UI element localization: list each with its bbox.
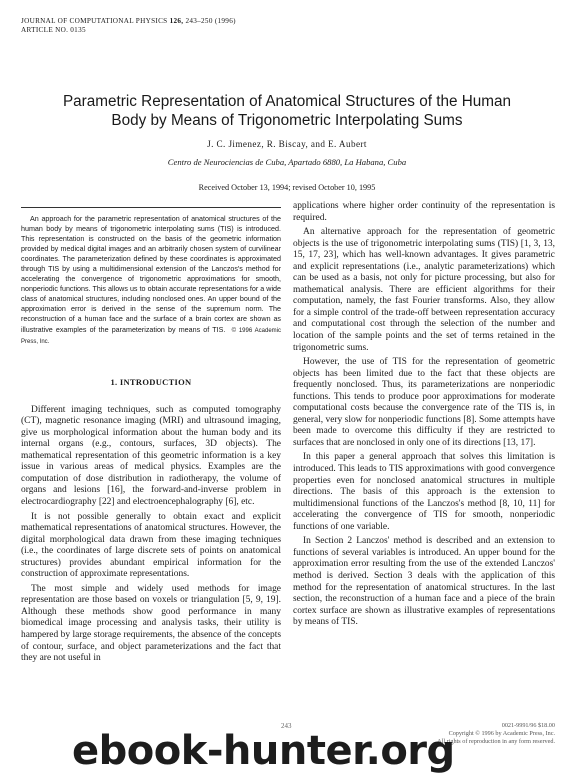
- affiliation: Centro de Neurociencias de Cuba, Apartado 6880, La Habana, Cuba: [167, 157, 407, 167]
- page-number: 243: [281, 722, 292, 730]
- title-line-1: Parametric Representation of Anatomical Structures of the Human: [62, 93, 512, 110]
- abstract: [21, 214, 281, 347]
- footer-price: 0021-9991/96 $18.00: [501, 722, 555, 729]
- title-line-2: Body by Means of Trigonometric Interpolating Sums: [111, 112, 463, 129]
- received-dates: Received October 13, 1994; revised October 10, 1995: [198, 183, 376, 192]
- watermark-text: ebook-hunter.org: [72, 728, 455, 774]
- footer-rights: All rights of reproduction in any form reserved.: [437, 738, 555, 745]
- left-paragraph-2: It is not possible generally to obtain exact and explicit mathematical representations of anatomical structures. However, the digital morphological data drawn from these imaging techniques (i.e., the coordinates of large discrete sets of points on anatomical structures) provides abundant empirical information for the construction of approximate representations.: [21, 511, 281, 580]
- section-heading-introduction: 1. INTRODUCTION: [110, 376, 192, 387]
- right-paragraph-5: In Section 2 Lanczos' method is described and an extension to functions of several variables is introduced. An upper bound for the approximation error resulting from the use of the extended Lanczos' method is derived. Section 3 deals with the application of this method for the representation of anatomical structures. In the last section, the reconstruction of a human face and a piece of the brain cortex surface are shown as illustrative examples of representations by means of TIS.: [293, 536, 555, 628]
- right-paragraph-3: However, the use of TIS for the representation of geometric objects has been limited due to the fact that these objects are frequently nonclosed. Thus, its parameterizations are nonperiodic functions. This tends to produce poor approximations for moderate computational costs because the convergence rate of the TIS is, in general, very slow for nonperiodic functions [8]. Some attempts have been made to overcome this difficulty if they are restricted to surfaces that are nonclosed in only one of its directions [13, 17].: [293, 357, 555, 448]
- left-paragraph-1: Different imaging techniques, such as computed tomography (CT), magnetic resonance imaging (MRI) and ultrasound imaging, give us morphological information about the human body and its internal organs (e.g., contours, surfaces, 3D objects). The mathematical representation of this geometric information is a key issue in various areas of medical physics. Examples are the computation of dose distribution in radiotherapy, the volume of organs and lesions [16], the forward-and-inverse problem in electrocardiography [22] and electroencephalography [6], etc.: [21, 404, 281, 507]
- copyright-notice: © 1996 Academic Press, Inc.: [21, 327, 282, 345]
- authors: J. C. Jimenez, R. Biscay, and E. Aubert: [207, 139, 367, 149]
- journal-volume: 126,: [169, 17, 184, 25]
- journal-header: [21, 17, 236, 35]
- journal-pages: 243–250 (1996): [185, 17, 236, 25]
- footer-copyright: Copyright © 1996 by Academic Press, Inc.: [448, 730, 555, 737]
- left-column: [21, 201, 281, 668]
- paper-title: [20, 92, 554, 130]
- left-paragraph-3: The most simple and widely used methods for image representation are those based on voxels or triangulation [5, 9, 19]. Although these methods show good performance in many biomedical image processing and analysis tasks, their utility is hampered by large storage requirements, the absence of the concepts of contour, surface, and object parameterizations and the fact that they are not useful in: [21, 583, 281, 664]
- abstract-rule: [21, 207, 281, 208]
- right-paragraph-2: An alternative approach for the representation of geometric objects is the use of trigonometric interpolating sums (TIS) [1, 3, 13, 15, 17, 23], which has well-known advantages. It gives parametric and explicit representations (i.e., analytic parameterizations) which can be used as a basis, not only for picture processing, but also for mathematical analysis. There are efficient algorithms for their computation, namely, the fast Fourier transforms. Also, they allow for a simple control of the trade-off between representation accuracy and computational cost through the selection of the number and location of the sample points and the set of terms retained in the trigonometric sums.: [293, 227, 555, 353]
- abstract-text: An approach for the parametric representation of anatomical structures of the human body by means of trigonometric interpolating sums (TIS) is introduced. This representation is constructed on the basis of the geometric information provided by medical digital images and an arbitrarily chosen system of curvilinear coordinates. The parameterization defined by these coordinates is approximated through TIS by using a multidimensional extension of the Lanczos's method for accelerating the convergence of trigonometric approximations for smooth, nonperiodic functions. This allows us to obtain accurate representations for a wide class of anatomical structures, including nonclosed ones. An upper bound of the approximation error is derived in the sense of the supremum norm. The reconstruction of a human face and the surface of a brain cortex are shown as illustrative examples of the parameterization by means of TIS.: [21, 215, 281, 334]
- journal-name: JOURNAL OF COMPUTATIONAL PHYSICS: [21, 17, 168, 25]
- right-column: [293, 201, 555, 632]
- right-paragraph-1: applications where higher order continuity of the representation is required.: [293, 201, 555, 223]
- right-paragraph-4: In this paper a general approach that solves this limitation is introduced. This leads to TIS approximations with good convergence properties even for nonclosed anatomical structures in multiple directions. The basis of this approach is the extension to multidimensional functions of the Lanczos's method [8, 10, 11] for accelerating the convergence of TIS for smooth, nonperiodic functions of one variable.: [293, 452, 555, 532]
- article-number: ARTICLE NO. 0135: [21, 26, 86, 34]
